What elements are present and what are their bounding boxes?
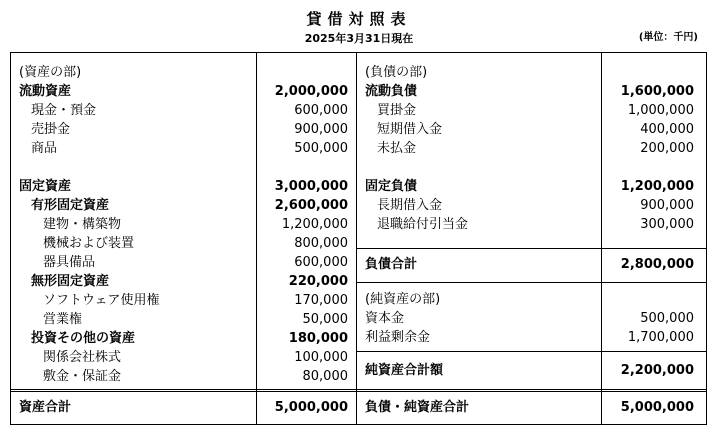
asset-item-row: 敷金・保証金 80,000 (43, 369, 348, 384)
equity-item-row: 資本金 500,000 (365, 311, 694, 326)
divider-liabilities-total (357, 248, 706, 249)
asset-item-row: 建物・構築物 1,200,000 (43, 217, 348, 232)
asset-item-row: 器具備品 600,000 (43, 255, 348, 270)
total-liabilities-equity-row: 負債・純資産合計 5,000,000 (365, 400, 694, 415)
equity-item-row: 利益剰余金 1,700,000 (365, 330, 694, 345)
fixed-assets-row: 固定資産 3,000,000 (19, 179, 348, 194)
asset-item-row: ソフトウェア使用権 170,000 (43, 293, 348, 308)
document-title: 貸借対照表 (306, 10, 412, 28)
unit-label: (単位：千円) (638, 32, 698, 43)
asset-item-row: 売掛金 900,000 (31, 122, 348, 137)
current-assets-row: 流動資産 2,000,000 (19, 84, 348, 99)
total-equity-row: 純資産合計額 2,200,000 (365, 363, 694, 378)
balance-sheet-table: (資産の部) 流動資産 2,000,000 現金・預金 600,000 売掛金 900,000 商品 500,000 固定資産 3,000,000 有形固定資産 2,600,000 建物・構築物 1,200,000 機械および装置 800,000 器具備品 600,000 無形固定資産 220,000 ソフトウェア使用権 170,000 営業権 50,000 投資その他の資産 180,000 関係会社株式 100,000 敷金・保証金 80,000 資産合計 5,000,000 (負債の部) 流動負債 1,600,000 買掛金 1,000,000 短期借入金 400,000 未払金 200,000 固定負債 1,200,000 長期借入金 900,000 退職給付引当金 300,000 負債合計 2,800,000 (純資産の部) 資本金 500,000 利益剰余金 1,700,000 純資産合計額 2,200,000 負債・純資産合計 5,000,000 (10, 52, 707, 425)
liability-item-row: 長期借入金 900,000 (377, 198, 694, 213)
current-liabilities-row: 流動負債 1,600,000 (365, 84, 694, 99)
asset-item-row: 機械および装置 800,000 (43, 236, 348, 251)
total-assets-row: 資産合計 5,000,000 (19, 400, 348, 415)
report-date: 2025年3月31日現在 (304, 32, 414, 45)
asset-item-row: 関係会社株式 100,000 (43, 350, 348, 365)
intangible-assets-row: 無形固定資産 220,000 (31, 274, 348, 289)
divider-equity-section (357, 282, 706, 283)
liability-item-row: 買掛金 1,000,000 (377, 103, 694, 118)
tangible-assets-row: 有形固定資産 2,600,000 (31, 198, 348, 213)
liability-item-row: 未払金 200,000 (377, 141, 694, 156)
fixed-liabilities-row: 固定負債 1,200,000 (365, 179, 694, 194)
liability-item-row: 短期借入金 400,000 (377, 122, 694, 137)
liability-item-row: 退職給付引当金 300,000 (377, 217, 694, 232)
asset-item-row: 営業権 50,000 (43, 312, 348, 327)
divider-equity-total (357, 351, 706, 352)
totals-double-line (11, 389, 706, 392)
investments-row: 投資その他の資産 180,000 (31, 331, 348, 346)
asset-item-row: 商品 500,000 (31, 141, 348, 156)
asset-item-row: 現金・預金 600,000 (31, 103, 348, 118)
total-liabilities-row: 負債合計 2,800,000 (365, 257, 694, 272)
